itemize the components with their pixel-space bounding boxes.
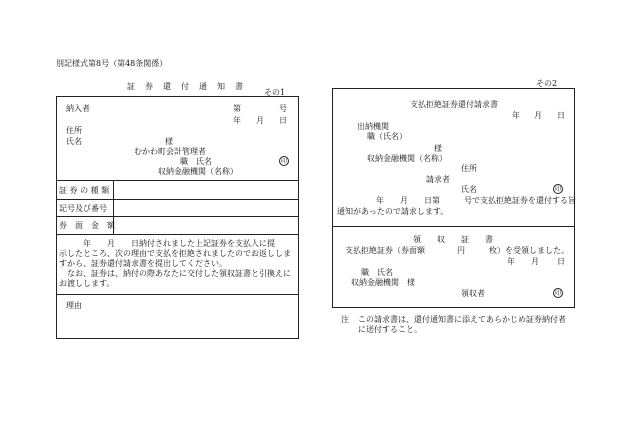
divider	[332, 226, 575, 227]
sama-label: 様	[434, 144, 442, 153]
reason-label: 理由	[66, 301, 82, 310]
date-day: 日	[279, 116, 287, 125]
left-form-box	[56, 96, 299, 339]
payer-label: 納入者	[66, 104, 90, 113]
divider	[56, 234, 299, 235]
note-text	[358, 315, 578, 335]
request-line: 通知があったので請求します。	[337, 207, 449, 216]
form-header: 別記様式第8号（第48条関係）	[56, 59, 168, 68]
divider	[56, 180, 299, 181]
field-serial-label: 記号及び番号	[59, 204, 107, 213]
request-title: 支払拒絶証券還付請求書	[410, 100, 498, 109]
divider	[56, 199, 299, 200]
field-type-label: 証 券 の 種 類	[59, 186, 110, 195]
note-line: この請求書は、還付通知書に添えてあらかじめ証券納付者	[358, 315, 566, 324]
left-part-label: その1	[264, 88, 286, 97]
seal-icon: 印	[554, 186, 561, 193]
note-label: 注	[341, 315, 349, 324]
notice-line: お渡しします。	[59, 279, 115, 288]
receipt-line: 支払拒絶証券（券面額 円 枚）を受領しました。	[345, 246, 569, 255]
notice-text	[59, 249, 297, 289]
notice-date-line: 年 月 日納付されました上記証券を支払人に提	[59, 239, 275, 248]
receipt-date-year: 年	[507, 257, 515, 266]
date-month: 月	[256, 116, 264, 125]
notice-line: 示したところ、次の理由で支払を拒絶されましたのでお返ししま	[59, 249, 291, 258]
officer-label: 職 氏名	[361, 268, 393, 277]
notice-line: なお、証券は、納付の際あなたに交付した領収証書と引換えに	[59, 269, 291, 278]
receipt-date-month: 月	[531, 257, 539, 266]
divider	[56, 294, 299, 295]
number-suffix: 号	[279, 104, 287, 113]
receiving-bank: 収納金融機関（名称）	[158, 167, 238, 176]
receiving-bank: 収納金融機関（名称）	[367, 154, 447, 163]
right-date-month: 月	[534, 111, 542, 120]
request-line: 年 月 日第 号で支払拒絶証券を還付する旨	[376, 196, 576, 205]
sama-label: 様	[165, 137, 173, 146]
receipt-title: 領 収 証 書	[413, 235, 493, 244]
right-part-label: その2	[536, 79, 558, 88]
address-label: 住所	[461, 164, 477, 173]
requester-label: 請求者	[426, 175, 450, 184]
name-label: 氏名	[461, 185, 477, 194]
receipt-date-day: 日	[557, 257, 565, 266]
address-label: 住所	[66, 126, 82, 135]
seal-icon: 印	[280, 158, 287, 165]
number-prefix: 第	[233, 104, 241, 113]
title-name: 職（氏名）	[367, 132, 407, 141]
branch-office: 出納機関	[357, 122, 389, 131]
date-year: 年	[233, 116, 241, 125]
name-label: 氏名	[66, 137, 82, 146]
receiver-label: 領収者	[461, 289, 485, 298]
seal-icon: 印	[554, 290, 561, 297]
note-line: に送付すること。	[358, 325, 422, 334]
right-date-year: 年	[512, 111, 520, 120]
right-date-day: 日	[557, 111, 565, 120]
divider	[56, 216, 299, 217]
issuer-org: むかわ町会計管理者	[134, 147, 206, 156]
notice-line: すから、証券還付請求書を提出してください。	[59, 259, 227, 268]
left-title: 証 券 還 付 通 知 書	[127, 82, 244, 91]
issuer-title-name: 職 氏名	[180, 157, 212, 166]
receipt-bank: 収納金融機関 様	[351, 278, 415, 287]
field-amount-label: 券 面 金 額	[59, 221, 115, 230]
